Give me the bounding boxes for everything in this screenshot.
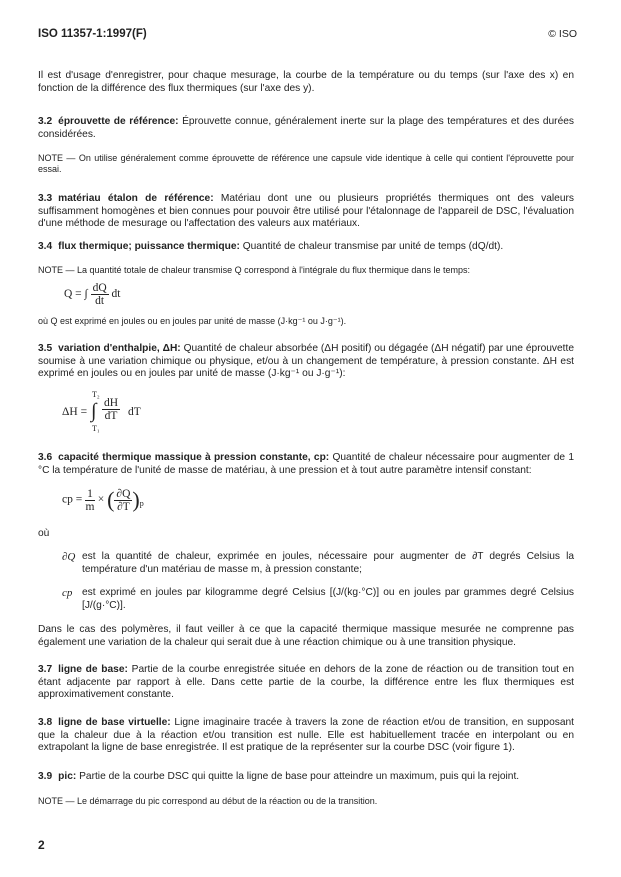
symbol-description: est la quantité de chaleur, exprimée en joules, nécessaire pour augmenter de ∂T degrés Celsius la température d'un matériau de masse m, à pression constante; bbox=[82, 551, 574, 575]
symbol: ∂Q bbox=[62, 551, 76, 563]
section-3-4 bbox=[38, 241, 574, 254]
term: variation d'enthalpie, ΔH: bbox=[58, 343, 181, 354]
definition: Éprouvette connue, généralement inerte sur la plage des températures et des durées considérées. bbox=[38, 116, 574, 140]
section-3-9 bbox=[38, 771, 574, 784]
section-3-8 bbox=[38, 717, 574, 755]
section-number: 3.2 bbox=[38, 116, 53, 127]
page-number: 2 bbox=[38, 838, 45, 852]
term: pic: bbox=[58, 771, 77, 782]
note-label: NOTE — bbox=[38, 153, 76, 163]
section-3-7 bbox=[38, 664, 574, 702]
note-label: NOTE — bbox=[38, 796, 75, 806]
ou-label: où bbox=[38, 528, 50, 539]
section-3-2 bbox=[38, 116, 574, 141]
definition: Quantité de chaleur absorbée (ΔH positif) ou dégagée (ΔH négatif) par une éprouvette soumise à une variation chimique ou physique, et/ou à un changement de température, à pression constante. ΔH est exprimé en joules ou en joules par unité de masse (J·kg⁻¹ ou J·g⁻¹): bbox=[38, 343, 575, 380]
section-number: 3.5 bbox=[38, 343, 53, 354]
definition-row bbox=[0, 587, 621, 617]
copyright-mark: © ISO bbox=[548, 28, 577, 40]
definition: Ligne imaginaire tracée à travers la zone de réaction et/ou de transition, en supposant que la chaleur due à la réaction et/ou transition est nulle. Elle est habituellement tracée en interpolant ou en extrapolant la ligne de base enregistrée. Il est pratique de la représenter sur la courbe DSC (voir figure 1). bbox=[38, 717, 574, 754]
term: capacité thermique massique à pression constante, cp: bbox=[58, 452, 330, 463]
section-3-5 bbox=[38, 343, 574, 381]
symbol: cp bbox=[62, 587, 73, 599]
equation-enthalpy: ΔH = ∫ T₂ T₁ $\frac{dH}{dT}$ dT bbox=[62, 390, 141, 433]
definition-row bbox=[0, 551, 621, 581]
section-3-3 bbox=[38, 193, 574, 231]
definition: Matériau dont une ou plusieurs propriétés thermiques ont des valeurs suffisamment homogènes et bien connues pour pouvoir être utilisé pour l'étalonnage de l'appareil de DSC, l'évaluation d'une méthode de mesurage ou l'affectation des valeurs aux matériaux. bbox=[38, 193, 574, 230]
term: éprouvette de référence: bbox=[58, 116, 179, 127]
polymer-paragraph: Dans le cas des polymères, il faut veiller à ce que la capacité thermique massique mesurée ne comprenne pas également une variation de la chaleur qui serait due à une réaction chimique ou à une transition physique. bbox=[38, 624, 574, 648]
section-number: 3.4 bbox=[38, 241, 53, 252]
term: matériau étalon de référence: bbox=[58, 193, 214, 204]
definition: Partie de la courbe DSC qui quitte la ligne de base pour atteindre un maximum, puis qui la rejoint. bbox=[76, 771, 520, 782]
section-number: 3.6 bbox=[38, 452, 53, 463]
note-text: La quantité totale de chaleur transmise Q correspond à l'intégrale du flux thermique dans le temps: bbox=[74, 265, 470, 275]
section-3-6 bbox=[38, 452, 574, 477]
note-3-4 bbox=[38, 265, 574, 276]
equation-heat-quantity: Q = ∫ $\frac{dQ}{dt}$ dt bbox=[64, 282, 121, 307]
note-label: NOTE — bbox=[38, 265, 75, 275]
note-text: On utilise généralement comme éprouvette de référence une capsule vide identique à celle qui contient l'éprouvette pour essai. bbox=[38, 153, 574, 174]
standard-title: ISO 11357-1:1997(F) bbox=[38, 28, 147, 40]
equation-specific-heat: cp = $\frac{1}{m}$ × ( $\frac{\partial Q}{\partial T}$ )$_p$ bbox=[62, 487, 144, 513]
note-3-2 bbox=[38, 153, 574, 175]
note-text: Le démarrage du pic correspond au début de la réaction ou de la transition. bbox=[74, 796, 378, 806]
definition: Quantité de chaleur nécessaire pour augmenter de 1 °C la température de l'unité de masse de matériau, à une pression et à tout autre paramètre intensif constant: bbox=[38, 452, 574, 476]
section-number: 3.9 bbox=[38, 771, 53, 782]
section-number: 3.7 bbox=[38, 664, 53, 675]
term: flux thermique; puissance thermique: bbox=[58, 241, 240, 252]
note-3-9 bbox=[38, 796, 574, 807]
symbol-description: est exprimé en joules par kilogramme degré Celsius [(J/(kg·°C)] ou en joules par grammes degré Celsius [J/(g·°C)]. bbox=[82, 587, 574, 611]
section-number: 3.8 bbox=[38, 717, 53, 728]
term: ligne de base virtuelle: bbox=[58, 717, 171, 728]
term: ligne de base: bbox=[58, 664, 128, 675]
note-3-4-after: où Q est exprimé en joules ou en joules par unité de masse (J·kg⁻¹ ou J·g⁻¹). bbox=[38, 316, 347, 326]
definition: Partie de la courbe enregistrée située en dehors de la zone de réaction ou de transition tout en étant adjacente par rapport à elle. Dans cette partie de la courbe, la différence entre les flux thermiques est approximativement constante. bbox=[38, 664, 575, 701]
intro-paragraph: Il est d'usage d'enregistrer, pour chaque mesurage, la courbe de la température ou du temps (sur l'axe des x) en fonction de la différence des flux thermiques (sur l'axe des y). bbox=[38, 70, 574, 94]
section-number: 3.3 bbox=[38, 193, 53, 204]
definition: Quantité de chaleur transmise par unité de temps (dQ/dt). bbox=[239, 241, 504, 252]
